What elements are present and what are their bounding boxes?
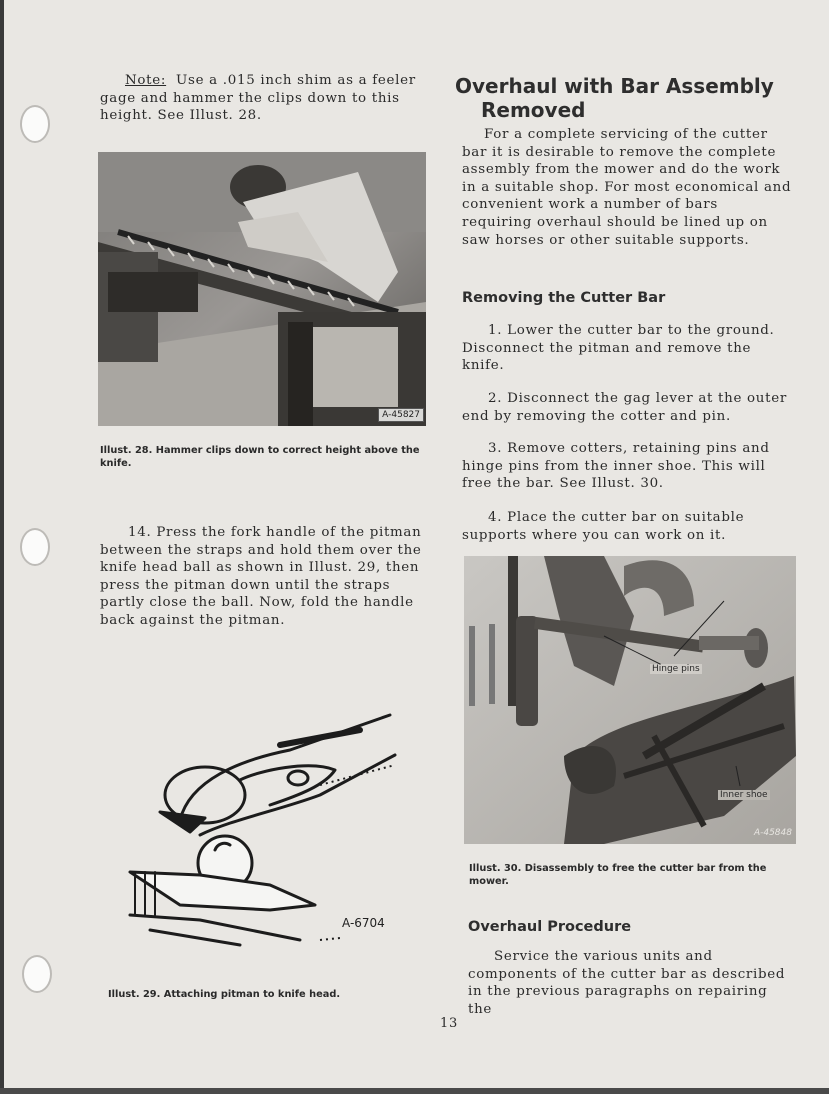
overhaul-procedure-paragraph	[468, 948, 794, 1018]
illust-28-photo	[98, 152, 426, 426]
step-2-text: 2. Disconnect the gag lever at the outer end by removing the cotter and pin.	[462, 391, 787, 424]
illust-28-tag: A-45827	[378, 408, 424, 422]
step-14-paragraph	[100, 524, 425, 630]
step-14-text: 14. Press the fork handle of the pitman between the straps and hold them over the knife head ball as shown in Illust. 29, then press the pitman down until the straps partly close the ball. Now, fold the handle back against the pitman.	[100, 525, 422, 628]
page-number: 13	[440, 1016, 458, 1031]
inner-shoe-label: Inner shoe	[720, 790, 768, 800]
note-label: Note:	[125, 73, 167, 88]
illust-29-tag: A-6704	[342, 916, 385, 930]
removing-cutter-bar-heading: Removing the Cutter Bar	[462, 290, 666, 306]
illust-28-caption: Illust. 28. Hammer clips down to correct height above the knife.	[100, 445, 420, 469]
note-text: Use a .015 inch shim as a feeler gage and hammer the clips down to this height. See Illust. 28.	[100, 73, 416, 124]
step-3-paragraph	[462, 440, 792, 493]
step-4-text: 4. Place the cutter bar on suitable supports where you can work on it.	[462, 510, 745, 543]
step-3-text: 3. Remove cotters, retaining pins and hinge pins from the inner shoe. This will free the bar. See Illust. 30.	[462, 441, 770, 492]
hinge-pins-label: Hinge pins	[652, 664, 700, 674]
step-4-paragraph	[462, 509, 792, 544]
binder-hole-top	[20, 105, 50, 143]
page-binding-edge	[0, 0, 4, 1094]
step-1-text: 1. Lower the cutter bar to the ground. Disconnect the pitman and remove the knife.	[462, 323, 775, 374]
illust-29-caption: Illust. 29. Attaching pitman to knife head.	[108, 989, 341, 1000]
intro-text: For a complete servicing of the cutter bar it is desirable to remove the complete assembly from the mower and do the work in a suitable shop. For most economical and convenient work a number of bars requiring overhaul should be lined up on saw horses or other suitable supports.	[462, 127, 792, 248]
binder-hole-bottom	[22, 955, 52, 993]
note-paragraph	[100, 72, 425, 125]
illust-30-caption: Illust. 30. Disassembly to free the cutter bar from the mower.	[469, 863, 767, 887]
binder-hole-middle	[20, 528, 50, 566]
main-heading-line2: Removed	[481, 98, 586, 122]
illust-29-drawing	[120, 700, 415, 955]
step-2-paragraph	[462, 390, 792, 425]
step-1-paragraph	[462, 322, 792, 375]
page-bottom-edge	[0, 1088, 829, 1094]
main-heading-line1: Overhaul with Bar Assembly	[455, 74, 774, 98]
illust-30-photo	[464, 556, 796, 844]
overhaul-procedure-heading: Overhaul Procedure	[468, 919, 632, 935]
illust-30-tag: A-45848	[753, 828, 792, 838]
overhaul-procedure-text: Service the various units and components of the cutter bar as described in the previous paragraphs on repairing the	[468, 949, 786, 1017]
main-heading	[455, 74, 795, 122]
intro-paragraph	[462, 126, 792, 249]
